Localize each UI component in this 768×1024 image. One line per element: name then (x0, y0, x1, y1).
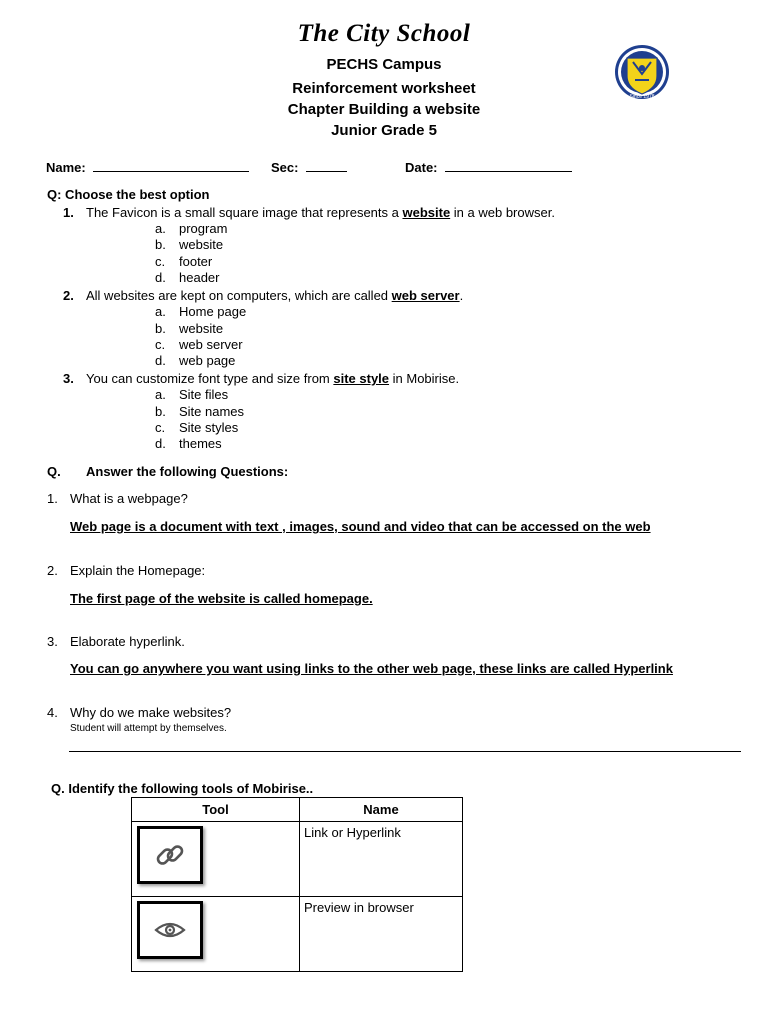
short-question: Elaborate hyperlink. (70, 634, 185, 649)
short-answer: Web page is a document with text , images, sound and video that can be accessed on the web (70, 519, 651, 534)
short-q-label: Q. (47, 464, 61, 479)
option-letter: d. (155, 436, 166, 451)
option-text: website (179, 321, 224, 336)
short-question: What is a webpage? (70, 491, 188, 506)
date-label: Date: (405, 160, 438, 175)
option-letter: a. (155, 304, 166, 319)
option-letter: b. (155, 321, 166, 336)
option-text: website (179, 237, 224, 252)
date-blank (445, 159, 572, 172)
short-number: 2. (47, 563, 58, 578)
tool-name-cell: Preview in browser (300, 897, 463, 972)
option-text: web page (179, 353, 236, 368)
mcq-question: You can customize font type and size from site style in Mobirise. (86, 371, 460, 386)
option-letter: a. (155, 221, 166, 236)
short-question: Explain the Homepage: (70, 563, 206, 578)
option-text: header (179, 270, 220, 285)
chapter-title: Chapter Building a website (287, 101, 481, 118)
option-text: web server (179, 337, 243, 352)
short-note: Student will attempt by themselves. (70, 723, 227, 734)
option-letter: c. (155, 420, 166, 435)
option-letter: c. (155, 254, 166, 269)
mcq-question: The Favicon is a small square image that represents a website in a web browser. (86, 205, 555, 220)
option-text: themes (179, 436, 222, 451)
name-label: Name: (46, 160, 86, 175)
option-text: program (179, 221, 228, 236)
worksheet-type: Reinforcement worksheet (292, 80, 476, 97)
option-letter: d. (155, 270, 166, 285)
mcq-heading: Q: Choose the best option (47, 187, 210, 202)
mcq-answer: web server (391, 288, 460, 303)
tool-cell (132, 822, 300, 897)
option-text: footer (179, 254, 213, 269)
short-number: 3. (47, 634, 58, 649)
short-answer: The first page of the website is called homepage. (70, 591, 373, 606)
option-letter: a. (155, 387, 166, 402)
sec-label: Sec: (271, 160, 299, 175)
school-title: The City School (297, 20, 471, 47)
sec-field (271, 159, 347, 175)
option-text: Home page (179, 304, 247, 319)
name-field (46, 159, 249, 175)
grade-label: Junior Grade 5 (331, 122, 437, 139)
table-row (132, 822, 463, 897)
short-question: Why do we make websites? (70, 705, 232, 720)
school-logo (613, 44, 671, 102)
svg-text:Since 1978: Since 1978 (629, 94, 655, 100)
name-blank (93, 159, 249, 172)
table-header-row (132, 798, 463, 822)
short-number: 1. (47, 491, 58, 506)
tool-cell (132, 897, 300, 972)
sec-blank (306, 159, 347, 172)
tool-name-cell: Link or Hyperlink (300, 822, 463, 897)
mcq-number: 3. (63, 371, 74, 386)
answer-line (69, 751, 741, 752)
date-field (405, 159, 572, 175)
option-text: Site files (179, 387, 229, 402)
option-text: Site names (179, 404, 245, 419)
mcq-number: 1. (63, 205, 74, 220)
table-row (132, 897, 463, 972)
tools-heading: Q. Identify the following tools of Mobirise.. (51, 781, 314, 796)
eye-icon (137, 901, 203, 959)
option-letter: c. (155, 337, 166, 352)
option-letter: b. (155, 404, 166, 419)
short-heading: Answer the following Questions: (86, 464, 289, 479)
option-text: Site styles (179, 420, 239, 435)
tool-column-header: Tool (132, 798, 300, 822)
mcq-answer: site style (333, 371, 390, 386)
option-letter: d. (155, 353, 166, 368)
short-number: 4. (47, 705, 58, 720)
option-letter: b. (155, 237, 166, 252)
tools-table (131, 797, 463, 972)
mcq-question: All websites are kept on computers, which are called web server. (86, 288, 464, 303)
campus-name: PECHS Campus (326, 56, 442, 73)
short-answer: You can go anywhere you want using links to the other web page, these links are called Hyperlink (70, 661, 673, 676)
name-column-header: Name (300, 798, 463, 822)
link-icon (137, 826, 203, 884)
mcq-answer: website (402, 205, 451, 220)
mcq-number: 2. (63, 288, 74, 303)
